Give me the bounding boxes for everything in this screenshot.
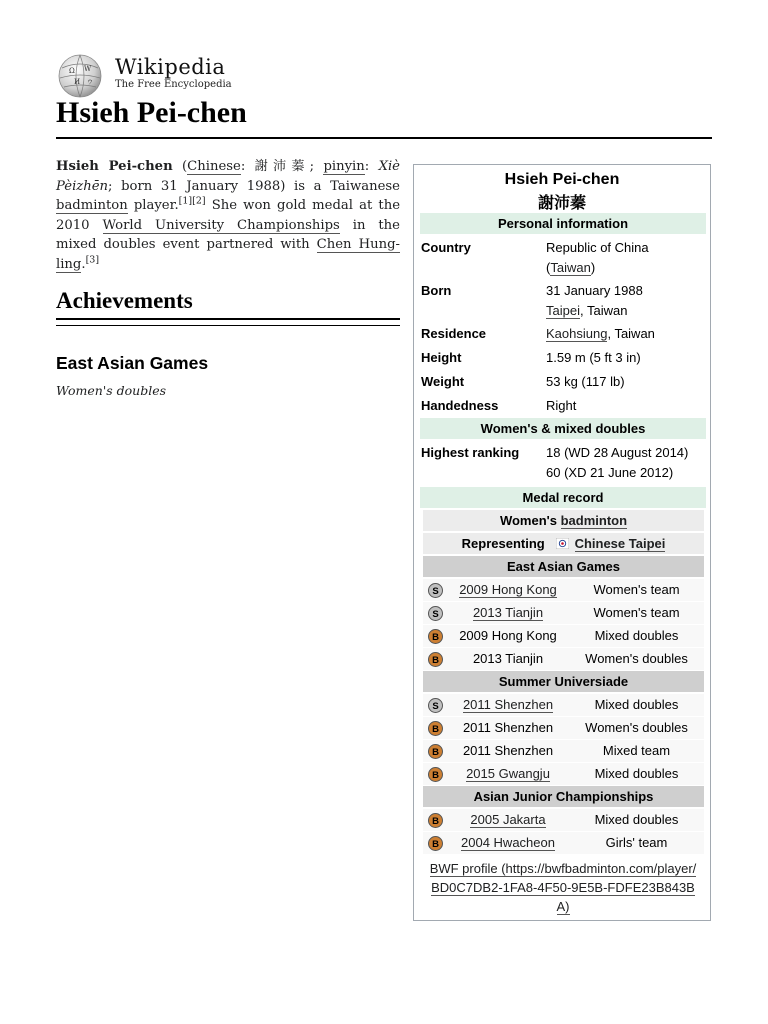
svg-text:W: W (84, 65, 92, 73)
medal-category: Mixed doubles (594, 697, 679, 712)
bwf-profile-link-line2[interactable]: BD0C7DB2-1FA8-4F50-9E5B-FDFE23B843B (431, 880, 695, 895)
medal-category: Mixed doubles (594, 812, 679, 827)
lead-text: in the mixed doubles event partnered with (56, 217, 400, 252)
height-value: 1.59 m (5 ft 3 in) (546, 350, 641, 365)
silver-medal-icon: S (428, 606, 443, 621)
svg-text:И: И (74, 78, 81, 86)
sport-header (423, 510, 704, 531)
medal-event-cell (447, 717, 569, 739)
medal-category: Girls' team (605, 835, 668, 850)
bronze-medal-icon: B (428, 744, 443, 759)
lead-text: : (240, 159, 255, 174)
bronze-medal-icon: B (428, 629, 443, 644)
chinese-link[interactable]: Chinese (187, 159, 241, 174)
country-name: Republic of China (546, 240, 649, 255)
lead-text: She won gold medal at the 2010 (56, 198, 401, 233)
representing-header (423, 533, 704, 554)
residence-label: Residence (421, 326, 487, 341)
pinyin-link[interactable]: pinyin (323, 159, 365, 174)
medal-event-link[interactable]: 2015 Gwangju (466, 766, 550, 781)
reference-3-link[interactable]: [3] (85, 254, 100, 266)
womens-doubles-subheading: Women's doubles (56, 383, 167, 398)
subject-name: Hsieh Pei-chen (56, 159, 173, 174)
discipline-header: Women's & mixed doubles (420, 418, 706, 439)
country-value: Republic of China (Taiwan) (546, 240, 649, 275)
chen-hung-ling-link[interactable]: Chen Hung-ling (56, 237, 400, 272)
medal-event-cell (447, 809, 569, 831)
section-divider (56, 318, 400, 320)
title-divider (56, 137, 712, 139)
medal-category: Women's team (593, 605, 680, 620)
world-university-championships-link[interactable]: World University Championships (102, 217, 340, 233)
wikipedia-tagline: The Free Encyclopedia (115, 79, 232, 90)
medal-category: Women's team (593, 582, 680, 597)
medal-event-link[interactable]: 2013 Tianjin (472, 605, 544, 620)
reference-1-link[interactable]: [1] (178, 195, 193, 207)
medal-event-cell (447, 740, 569, 762)
svg-text:Ω: Ω (69, 67, 75, 75)
ranking-wd: 18 (WD 28 August 2014) (546, 445, 689, 460)
medal-event-text: 2011 Shenzhen (462, 743, 554, 758)
country-label: Country (421, 240, 471, 255)
pinyin-value: Xiè Pèizhēn (56, 159, 400, 194)
medal-event-link[interactable]: 2005 Jakarta (470, 812, 546, 827)
medal-row (423, 717, 704, 739)
infobox (413, 164, 711, 921)
medal-category: Mixed team (602, 743, 671, 758)
chinese-taipei-link[interactable]: Chinese Taipei (574, 536, 666, 551)
achievements-heading: Achievements (56, 288, 193, 313)
silver-medal-icon: S (428, 583, 443, 598)
medal-event-link[interactable]: 2011 Shenzhen (462, 697, 554, 712)
medal-category: Mixed doubles (594, 766, 679, 781)
medal-category: Women's doubles (585, 651, 688, 666)
residence-value (546, 324, 706, 344)
section-divider (56, 325, 400, 326)
medal-row (423, 579, 704, 601)
weight-label: Weight (421, 374, 465, 389)
lead-text: ; (309, 159, 324, 174)
medal-event-text: 2013 Tianjin (472, 651, 544, 666)
highest-ranking-label: Highest ranking (421, 445, 520, 460)
medal-event-cell (447, 602, 569, 624)
svg-text:ウ: ウ (87, 79, 94, 86)
bwf-profile-link-line3[interactable]: A) (556, 899, 570, 914)
medal-event-cell (447, 648, 569, 670)
east-asian-games-heading: East Asian Games (56, 353, 209, 373)
wikipedia-globe-icon (56, 54, 106, 98)
lead-text: player. (127, 198, 179, 213)
born-value (546, 281, 706, 320)
medal-row (423, 648, 704, 670)
chinese-taipei-flag-icon (556, 538, 569, 549)
medal-category: Mixed doubles (594, 628, 679, 643)
medal-row (423, 740, 704, 762)
personal-information-header: Personal information (420, 213, 706, 234)
kaohsiung-link[interactable]: Kaohsiung (546, 326, 608, 341)
bronze-medal-icon: B (428, 767, 443, 782)
medal-row (423, 809, 704, 831)
competition-header: Asian Junior Championships (423, 786, 704, 807)
bwf-profile-link[interactable] (420, 859, 706, 916)
badminton-sport-link[interactable]: badminton (560, 513, 628, 528)
lead-paragraph (56, 157, 400, 274)
medal-event-link[interactable]: 2004 Hwacheon (461, 835, 555, 850)
lead-text: ( (172, 159, 188, 174)
medal-row (423, 832, 704, 854)
weight-value: 53 kg (117 lb) (546, 374, 625, 389)
medal-row (423, 763, 704, 785)
competition-header: Summer Universiade (423, 671, 704, 692)
medal-row (423, 625, 704, 647)
badminton-link[interactable]: badminton (56, 198, 128, 213)
bronze-medal-icon: B (428, 652, 443, 667)
wikipedia-logo[interactable] (56, 54, 256, 98)
medal-event-cell (447, 763, 569, 785)
lead-text: ; born 31 January 1988) is a Taiwanese (108, 178, 400, 194)
taiwan-link[interactable]: Taiwan (550, 259, 591, 275)
medal-event-text: 2009 Hong Kong (459, 628, 557, 643)
taipei-link[interactable]: Taipei (546, 302, 580, 318)
bronze-medal-icon: B (428, 836, 443, 851)
representing-label: Representing (461, 536, 545, 551)
page-title: Hsieh Pei-chen (56, 96, 247, 129)
medal-row (423, 694, 704, 716)
medal-event-cell (447, 579, 569, 601)
infobox-title: Hsieh Pei-chen (504, 171, 620, 188)
medal-event-cell (447, 625, 569, 647)
medal-event-cell (447, 694, 569, 716)
infobox-chinese-name: 謝沛蓁 (537, 195, 586, 212)
bwf-profile-link-line1[interactable]: BWF profile (https://bwfbadminton.com/player/ (429, 861, 697, 876)
ranking-xd: 60 (XD 21 June 2012) (546, 464, 674, 480)
born-label: Born (421, 283, 452, 298)
medal-category: Women's doubles (585, 720, 688, 735)
chinese-name: 謝沛蓁 (254, 159, 310, 174)
birth-place-suffix: , Taiwan (579, 302, 628, 318)
silver-medal-icon: S (428, 698, 443, 713)
highest-ranking-value (546, 443, 706, 482)
reference-2-link[interactable]: [2] (192, 195, 206, 207)
medal-event-text: 2011 Shenzhen (462, 720, 554, 735)
lead-text: . (81, 256, 86, 272)
sport-prefix: Women's (499, 513, 561, 528)
bronze-medal-icon: B (428, 721, 443, 736)
medal-row (423, 602, 704, 624)
wikipedia-wordmark: Wikipedia (115, 55, 226, 79)
competition-header: East Asian Games (423, 556, 704, 577)
lead-text: : (364, 159, 379, 174)
medal-record-header: Medal record (420, 487, 706, 508)
residence-suffix: , Taiwan (607, 326, 655, 341)
birth-date: 31 January 1988 (546, 283, 643, 298)
medal-event-cell (447, 832, 569, 854)
handedness-label: Handedness (421, 398, 499, 413)
medal-event-link[interactable]: 2009 Hong Kong (459, 582, 557, 597)
bronze-medal-icon: B (428, 813, 443, 828)
handedness-value: Right (546, 398, 577, 413)
height-label: Height (421, 350, 462, 365)
